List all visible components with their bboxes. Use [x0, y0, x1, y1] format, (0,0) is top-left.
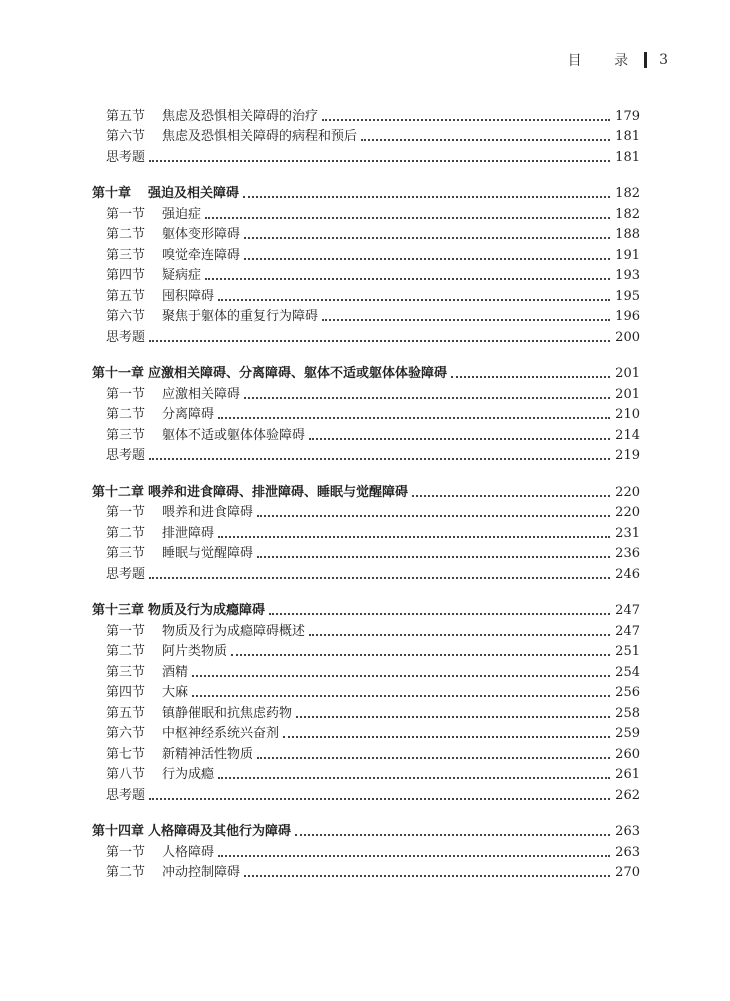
toc-section-entry[interactable]: [92, 640, 640, 661]
toc-section-entry[interactable]: [92, 305, 640, 326]
entry-number: 第六节: [106, 726, 146, 741]
toc-section-entry[interactable]: [92, 619, 640, 640]
entry-title: 强迫及相关障碍: [148, 186, 240, 201]
toc-questions-entry[interactable]: [92, 783, 640, 804]
entry-number: 第七节: [106, 746, 146, 762]
entry-title: 排泄障碍: [162, 525, 215, 541]
dot-leader: [243, 195, 610, 198]
entry-title: 焦虑及恐惧相关障碍的治疗: [162, 108, 319, 124]
dot-leader: [322, 118, 610, 121]
dot-leader: [322, 318, 610, 321]
entry-page-number: 247: [615, 603, 640, 618]
entry-page-number: 251: [615, 644, 640, 659]
entry-title: 思考题: [106, 566, 146, 582]
entry-page-number: 195: [615, 288, 640, 304]
table-of-contents: [92, 104, 640, 881]
entry-title: 分离障碍: [162, 407, 215, 422]
entry-number: 第十二章: [92, 484, 145, 500]
entry-number: 第十一章: [92, 366, 145, 381]
dot-leader: [149, 457, 610, 460]
header-divider: [644, 52, 647, 68]
toc-section-entry[interactable]: [92, 660, 640, 681]
entry-number: 第三节: [106, 546, 146, 561]
entry-page-number: 236: [615, 546, 640, 561]
toc-gap: [92, 166, 640, 182]
toc-section-entry[interactable]: [92, 125, 640, 146]
toc-section-entry[interactable]: [92, 542, 640, 563]
entry-page-number: 200: [615, 329, 640, 345]
dot-leader: [257, 555, 610, 558]
header-title: 目 录: [567, 53, 643, 69]
dot-leader: [218, 298, 610, 301]
dot-leader: [257, 514, 610, 517]
dot-leader: [244, 874, 610, 877]
entry-title: 镇静催眠和抗焦虑药物: [162, 705, 293, 721]
running-header: [568, 50, 668, 70]
entry-page-number: 231: [615, 525, 640, 541]
entry-title: 嗅觉牵连障碍: [162, 247, 241, 263]
toc-section-entry[interactable]: [92, 243, 640, 264]
entry-number: 第三节: [106, 427, 146, 443]
dot-leader: [218, 854, 610, 857]
entry-number: 第三节: [106, 664, 146, 680]
toc-gap: [92, 804, 640, 820]
entry-title: 喂养和进食障碍: [162, 505, 254, 520]
toc-section-entry[interactable]: [92, 264, 640, 285]
entry-number: 第十三章: [92, 603, 145, 618]
toc-gap: [92, 583, 640, 599]
toc-chapter-entry[interactable]: [92, 480, 640, 501]
entry-title: 睡眠与觉醒障碍: [162, 546, 254, 561]
toc-gap: [92, 464, 640, 480]
entry-page-number: 201: [615, 386, 640, 402]
entry-page-number: 181: [615, 129, 640, 144]
entry-number: 第二节: [106, 865, 146, 880]
entry-number: 第六节: [106, 129, 146, 144]
entry-number: 第十章: [92, 186, 132, 201]
entry-page-number: 256: [615, 685, 640, 700]
entry-page-number: 220: [615, 505, 640, 520]
toc-section-entry[interactable]: [92, 763, 640, 784]
toc-questions-entry[interactable]: [92, 145, 640, 166]
entry-page-number: 191: [615, 247, 640, 263]
dot-leader: [451, 375, 610, 378]
entry-title: 冲动控制障碍: [162, 865, 241, 880]
entry-title: 喂养和进食障碍、排泄障碍、睡眠与觉醒障碍: [148, 484, 409, 500]
entry-title: 聚焦于躯体的重复行为障碍: [162, 309, 319, 324]
toc-section-entry[interactable]: [92, 423, 640, 444]
entry-title: 思考题: [106, 329, 146, 345]
dot-leader: [283, 735, 610, 738]
entry-title: 中枢神经系统兴奋剂: [162, 726, 280, 741]
toc-questions-entry[interactable]: [92, 325, 640, 346]
entry-title: 思考题: [106, 787, 146, 803]
toc-chapter-entry[interactable]: [92, 820, 640, 841]
entry-page-number: 210: [615, 407, 640, 422]
entry-title: 强迫症: [162, 206, 202, 222]
toc-section-entry[interactable]: [92, 284, 640, 305]
dot-leader: [295, 833, 610, 836]
entry-title: 思考题: [106, 448, 146, 463]
entry-page-number: 258: [615, 705, 640, 721]
toc-section-entry[interactable]: [92, 403, 640, 424]
entry-page-number: 261: [615, 767, 640, 782]
entry-title: 应激相关障碍: [162, 386, 241, 402]
entry-number: 第一节: [106, 386, 146, 402]
toc-section-entry[interactable]: [92, 501, 640, 522]
entry-title: 酒精: [162, 664, 189, 680]
toc-section-entry[interactable]: [92, 202, 640, 223]
entry-number: 第二节: [106, 407, 146, 422]
toc-gap: [92, 346, 640, 362]
toc-chapter-entry[interactable]: [92, 362, 640, 383]
toc-chapter-entry[interactable]: [92, 599, 640, 620]
entry-number: 第八节: [106, 767, 146, 782]
dot-leader: [218, 776, 610, 779]
toc-section-entry[interactable]: [92, 701, 640, 722]
entry-page-number: 182: [615, 206, 640, 222]
entry-title: 人格障碍及其他行为障碍: [148, 824, 292, 839]
toc-section-entry[interactable]: [92, 104, 640, 125]
dot-leader: [244, 396, 610, 399]
dot-leader: [149, 339, 610, 342]
entry-number: 第一节: [106, 623, 146, 639]
toc-section-entry[interactable]: [92, 722, 640, 743]
entry-title: 思考题: [106, 149, 146, 165]
toc-questions-entry[interactable]: [92, 562, 640, 583]
entry-number: 第一节: [106, 844, 146, 860]
dot-leader: [149, 159, 610, 162]
entry-number: 第五节: [106, 288, 146, 304]
entry-number: 第五节: [106, 108, 146, 124]
dot-leader: [412, 494, 610, 497]
entry-number: 第三节: [106, 247, 146, 263]
entry-page-number: 260: [615, 746, 640, 762]
dot-leader: [205, 277, 610, 280]
entry-page-number: 219: [615, 448, 640, 463]
dot-leader: [361, 138, 610, 141]
dot-leader: [231, 653, 610, 656]
toc-chapter-entry[interactable]: [92, 182, 640, 203]
entry-title: 新精神活性物质: [162, 746, 254, 762]
entry-number: 第六节: [106, 309, 146, 324]
toc-section-entry[interactable]: [92, 840, 640, 861]
entry-title: 阿片类物质: [162, 644, 228, 659]
dot-leader: [149, 576, 610, 579]
dot-leader: [244, 236, 610, 239]
dot-leader: [192, 674, 610, 677]
dot-leader: [309, 633, 610, 636]
entry-number: 第一节: [106, 505, 146, 520]
dot-leader: [149, 797, 610, 800]
entry-page-number: 201: [615, 366, 640, 381]
toc-questions-entry[interactable]: [92, 444, 640, 465]
entry-page-number: 182: [615, 186, 640, 201]
entry-page-number: 179: [615, 108, 640, 124]
entry-page-number: 246: [615, 566, 640, 582]
entry-page-number: 188: [615, 227, 640, 242]
entry-page-number: 196: [615, 309, 640, 324]
entry-title: 物质及行为成瘾障碍概述: [162, 623, 306, 639]
entry-title: 大麻: [162, 685, 189, 700]
entry-number: 第四节: [106, 685, 146, 700]
dot-leader: [244, 257, 610, 260]
entry-page-number: 247: [615, 623, 640, 639]
entry-page-number: 262: [615, 787, 640, 803]
entry-title: 物质及行为成瘾障碍: [148, 603, 266, 618]
entry-title: 行为成瘾: [162, 767, 215, 782]
entry-page-number: 263: [615, 844, 640, 860]
entry-page-number: 214: [615, 427, 640, 443]
entry-number: 第四节: [106, 268, 146, 283]
toc-section-entry[interactable]: [92, 382, 640, 403]
dot-leader: [269, 612, 610, 615]
entry-title: 人格障碍: [162, 844, 215, 860]
entry-page-number: 181: [615, 149, 640, 165]
toc-section-entry[interactable]: [92, 681, 640, 702]
entry-number: 第二节: [106, 227, 146, 242]
dot-leader: [296, 715, 610, 718]
entry-number: 第五节: [106, 705, 146, 721]
entry-page-number: 193: [615, 268, 640, 283]
entry-title: 囤积障碍: [162, 288, 215, 304]
entry-page-number: 254: [615, 664, 640, 680]
entry-page-number: 220: [615, 484, 640, 500]
dot-leader: [192, 694, 610, 697]
entry-title: 躯体变形障碍: [162, 227, 241, 242]
toc-section-entry[interactable]: [92, 521, 640, 542]
dot-leader: [218, 535, 610, 538]
entry-title: 应激相关障碍、分离障碍、躯体不适或躯体体验障碍: [148, 366, 448, 381]
toc-section-entry[interactable]: [92, 861, 640, 882]
entry-number: 第十四章: [92, 824, 145, 839]
entry-page-number: 263: [615, 824, 640, 839]
entry-number: 第二节: [106, 525, 146, 541]
entry-page-number: 270: [615, 865, 640, 880]
entry-number: 第一节: [106, 206, 146, 222]
page-number: 3: [659, 52, 668, 68]
toc-section-entry[interactable]: [92, 742, 640, 763]
dot-leader: [257, 756, 610, 759]
toc-section-entry[interactable]: [92, 223, 640, 244]
entry-title: 躯体不适或躯体体验障碍: [162, 427, 306, 443]
entry-title: 疑病症: [162, 268, 202, 283]
entry-title: 焦虑及恐惧相关障碍的病程和预后: [162, 129, 358, 144]
dot-leader: [218, 416, 610, 419]
dot-leader: [205, 216, 610, 219]
dot-leader: [309, 437, 610, 440]
entry-page-number: 259: [615, 726, 640, 741]
entry-number: 第二节: [106, 644, 146, 659]
